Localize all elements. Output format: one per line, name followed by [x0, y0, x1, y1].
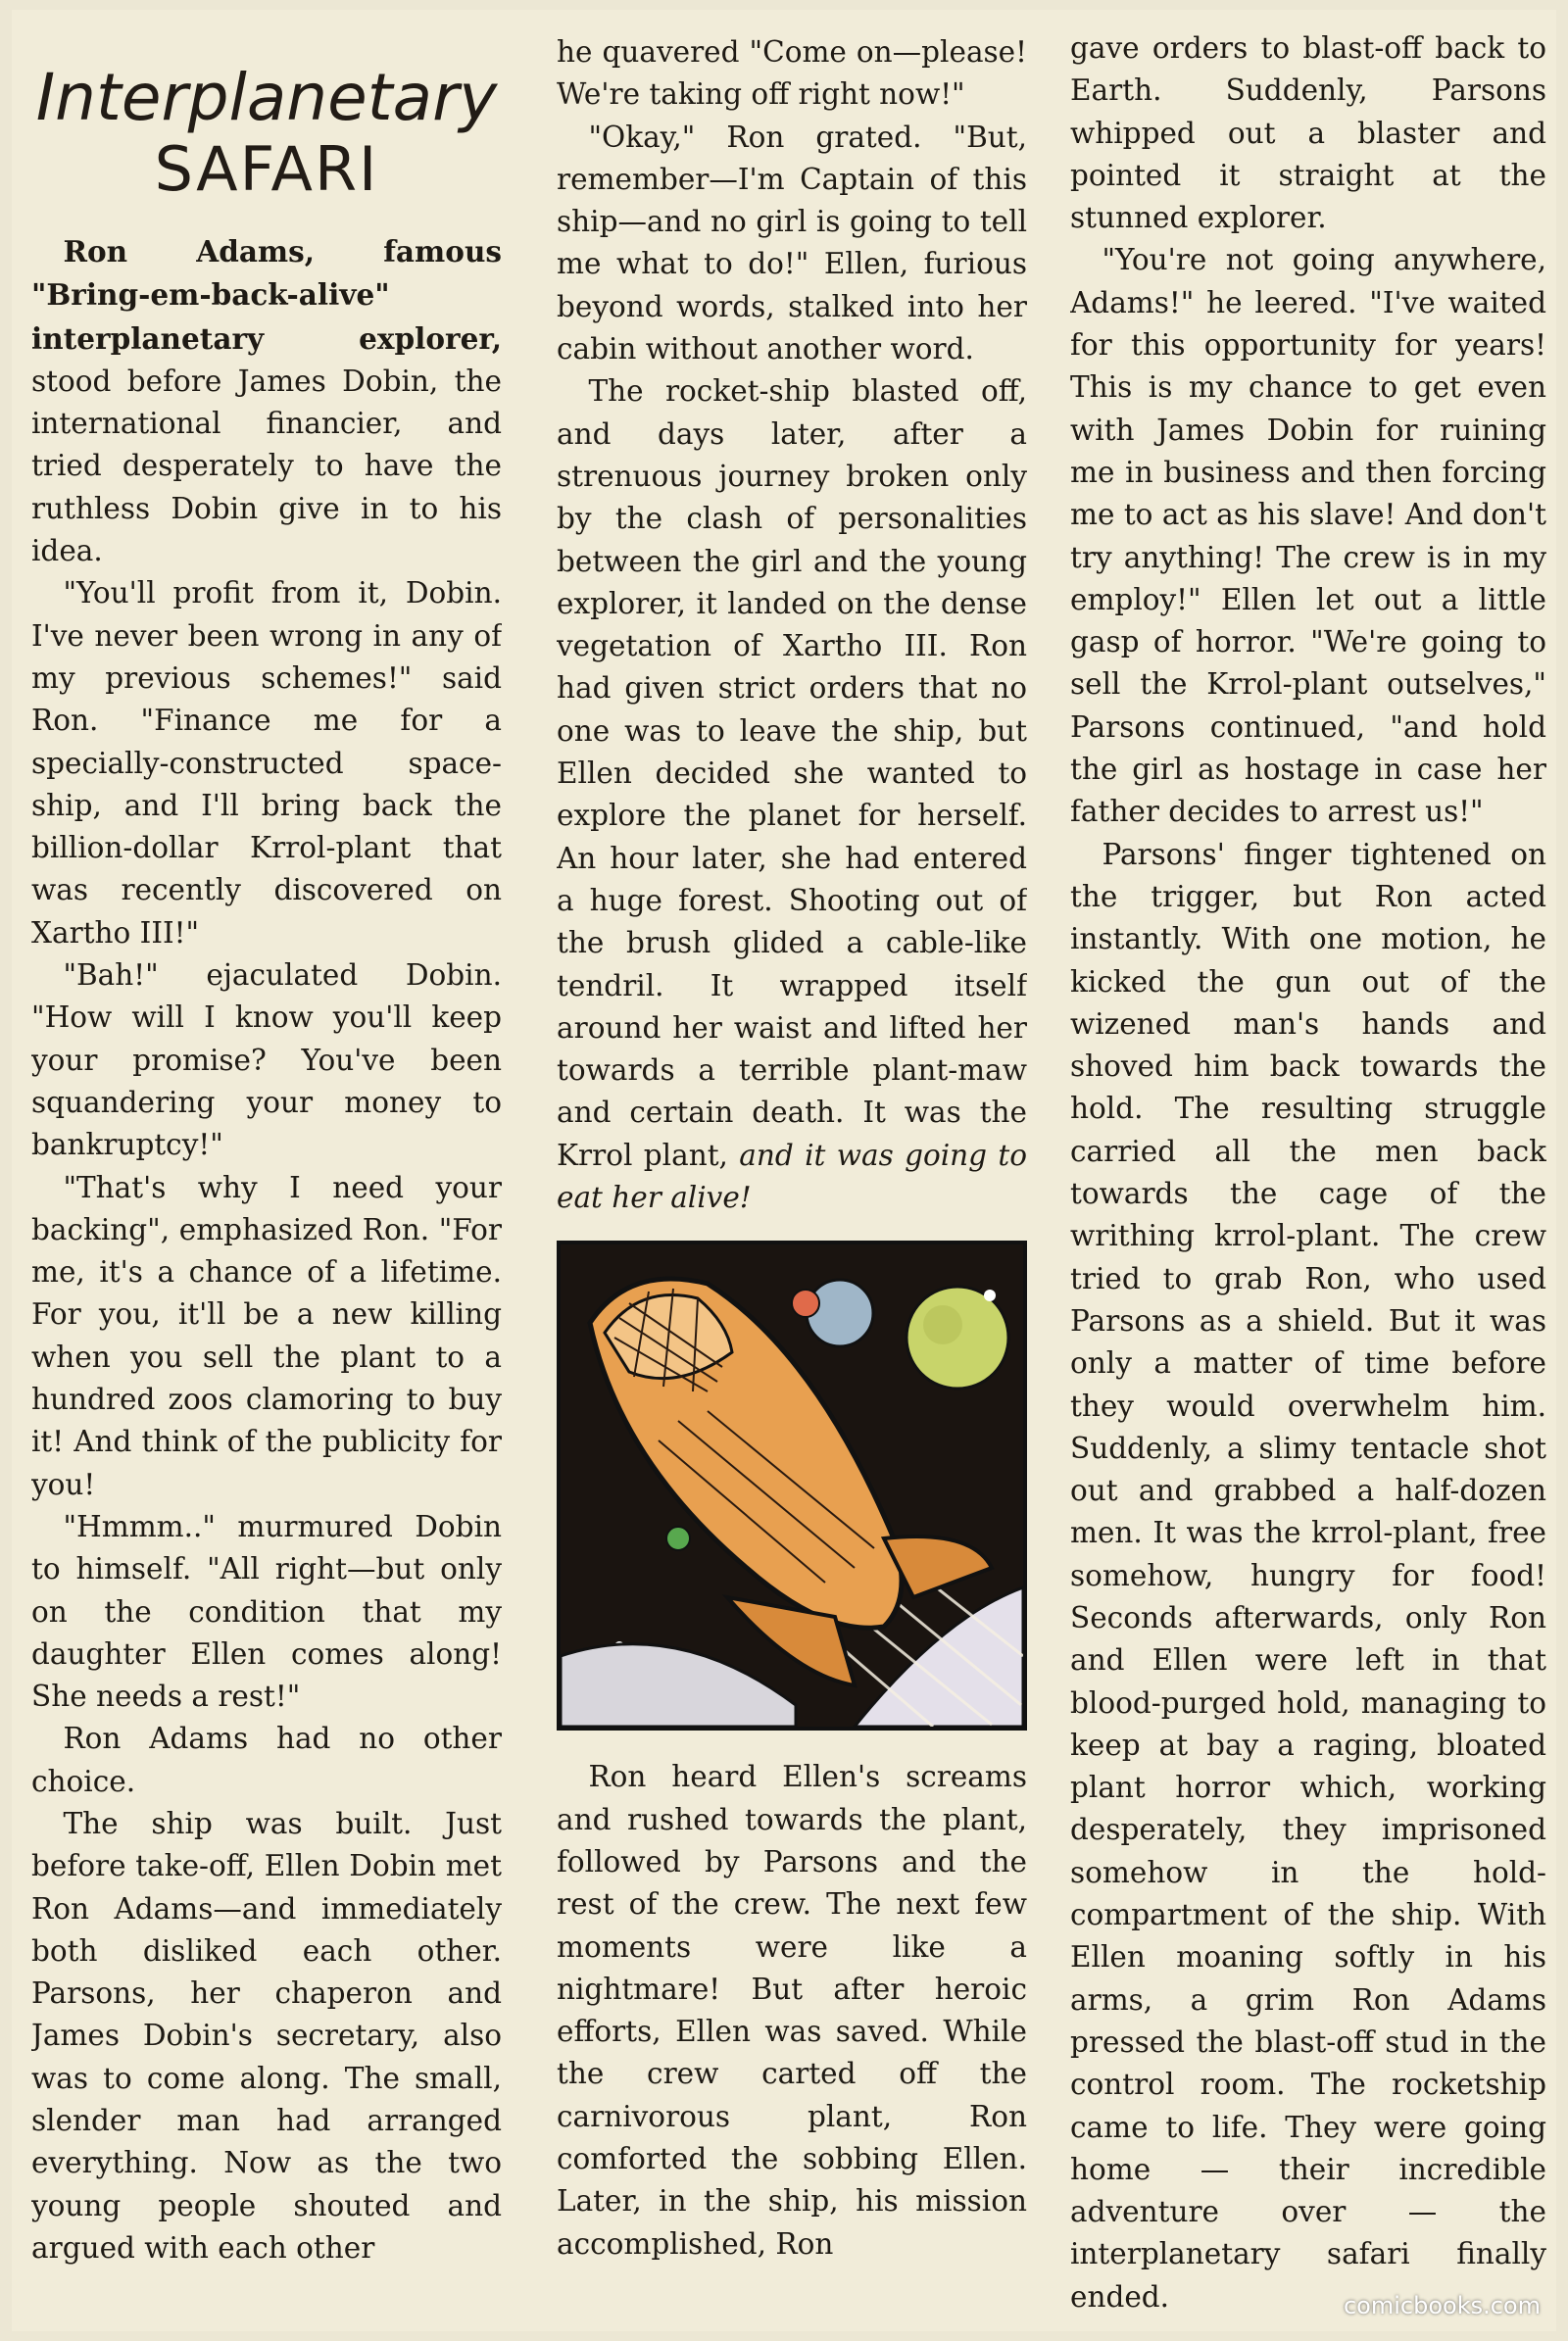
rocket-illustration [557, 1241, 1027, 1731]
italic-text: and it was going to eat her alive! [557, 1138, 1027, 1215]
paragraph-text: The rocket-ship blasted off, and days later, after a strenuous journey broken only by the clash of personalities between the girl and the young explorer, it landed on the dense vegetation of Xartho III. Ron had given strict orders that no one was to leave the ship, but Ellen decided she wanted to explore the planet for herself. An hour later, she had entered a huge forest. Shooting out of the brush glided a cable-like tendril. It wrapped itself around her waist and lifted her towards a terrible plant-maw and certain death. It was the Krrol plant, [557, 374, 1027, 1172]
lead-paragraph [31, 230, 502, 572]
paragraph: "That's why I need your backing", emphasized Ron. "For me, it's a chance of a lifetime. For you, it'll be a new killing when you sell the plant to a hundred zoos clamoring to buy it! And think of the publicity for you! [31, 1170, 502, 1501]
column-1 [31, 64, 502, 2312]
column-2 [557, 31, 1027, 2312]
column-3 [1070, 27, 1546, 2312]
paragraph [557, 370, 1027, 1219]
watermark: comicbooks.com [1343, 2292, 1541, 2319]
paragraph: "You're not going anywhere, Adams!" he leered. "I've waited for this opportunity for years! This is my chance to get even with James Dobin for ruining me in business and then forcing me to act as his slave! And don't try anything! The crew is in my employ!" Ellen let out a little gasp of horror. "We're going to sell the Krrol-plant outselves," Parsons continued, "and hold the girl as hostage in case her father decides to arrest us!" [1070, 243, 1546, 829]
paragraph: The ship was built. Just before take-off, Ellen Dobin met Ron Adams—and immediately both disliked each other. Parsons, her chaperon and James Dobin's secretary, also was to come along. The small, slender man had arranged everything. Now as the two young people shouted and argued with each other [31, 1806, 502, 2265]
rocket-ship-image [561, 1244, 1023, 1727]
paragraph: Ron heard Ellen's screams and rushed towards the plant, followed by Parsons and the rest of the crew. The next few moments were like a nightmare! But after heroic efforts, Ellen was saved. While the crew carted off the carnivorous plant, Ron comforted the sobbing Ellen. Later, in the ship, his mission accomplished, Ron [557, 1760, 1027, 2261]
paragraph: Parsons' finger tightened on the trigger, but Ron acted instantly. With one motion, he kicked the gun out of the wizened man's hands and shoved him back towards the hold. The resulting struggle carried all the men back towards the cage of the writhing krrol-plant. The crew tried to grab Ron, who used Parsons as a shield. But it was only a matter of time before they would overwhelm him. Suddenly, a slimy tentacle shot out and grabbed a half-dozen men. It was the krrol-plant, free somehow, hungry for food! Seconds afterwards, only Ron and Ellen were left in that blood-purged hold, managing to keep at bay a raging, bloated plant horror which, working desperately, they imprisoned somehow in the hold-compartment of the ship. With Ellen moaning softly in his arms, a grim Ron Adams pressed the blast-off stud in the control room. The rocketship came to life. They were going home — their incredible adventure over — the interplanetary safari finally ended. [1070, 837, 1546, 2312]
paragraph: Ron Adams had no other choice. [31, 1722, 502, 1798]
title-line-2: SAFARI [154, 133, 379, 205]
continuation-text: he quavered "Come on—please! We're taking off right now!" [557, 35, 1027, 112]
story-title [31, 64, 502, 207]
story-page [12, 10, 1556, 2331]
paragraph: "Okay," Ron grated. "But, remember—I'm Captain of this ship—and no girl is going to tell me what to do!" Ellen, furious beyond words, stalked into her cabin without another word. [557, 120, 1027, 366]
lead-bold-text: Ron Adams, famous "Bring-em-back-alive" interplanetary explorer, [31, 234, 502, 356]
paragraph: "You'll profit from it, Dobin. I've never been wrong in any of my previous schemes!" said Ron. "Finance me for a specially-constructed space-ship, and I'll bring back the billion-dollar Krrol-plant that was recently discovered on Xartho III!" [31, 576, 502, 950]
paragraph: "Hmmm.." murmured Dobin to himself. "All right—but only on the condition that my daughter Ellen comes along! She needs a rest!" [31, 1509, 502, 1714]
title-line-1: Interplanetary [35, 64, 498, 135]
lead-text: stood before James Dobin, the international financier, and tried desperately to have the ruthless Dobin give in to his idea. [31, 364, 502, 568]
continuation-text: gave orders to blast-off back to Earth. Suddenly, Parsons whipped out a blaster and pointed it straight at the stunned explorer. [1070, 31, 1546, 235]
paragraph: "Bah!" ejaculated Dobin. "How will I know you'll keep your promise? You've been squandering your money to bankruptcy!" [31, 958, 502, 1162]
